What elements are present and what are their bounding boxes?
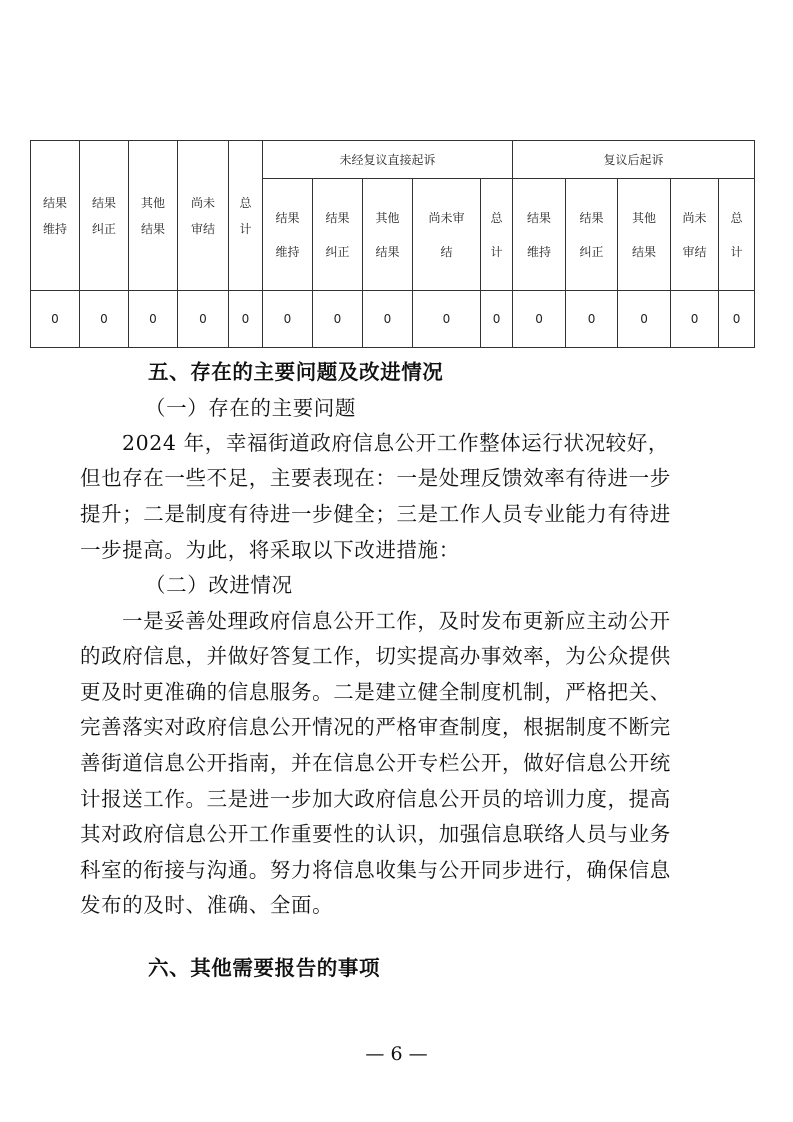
value-cell: 0 xyxy=(129,291,178,348)
value-cell: 0 xyxy=(313,291,363,348)
group-header: 未经复议直接起诉 xyxy=(263,141,513,179)
paragraph-line: 提升；二是制度有待进一步健全；三是工作人员专业能力有待进 xyxy=(80,502,671,526)
header-cell: 结果 维持 xyxy=(513,179,566,291)
page-number: — 6 — xyxy=(365,1043,428,1065)
paragraph-line: 一是妥善处理政府信息公开工作，及时发布更新应主动公开 xyxy=(122,609,671,633)
header-cell: 总 计 xyxy=(719,179,755,291)
header-cell: 其他 结果 xyxy=(363,179,413,291)
header-cell: 尚未 审结 xyxy=(178,141,229,291)
statistics-table xyxy=(30,140,755,348)
header-cell: 结果 维持 xyxy=(31,141,80,291)
value-cell: 0 xyxy=(80,291,129,348)
group-header: 复议后起诉 xyxy=(513,141,755,179)
section-6-title: 六、其他需要报告的事项 xyxy=(148,956,381,980)
value-cell: 0 xyxy=(671,291,719,348)
value-cell: 0 xyxy=(618,291,671,348)
header-cell: 总 计 xyxy=(229,141,263,291)
paragraph-line: 的政府信息，并做好答复工作，切实提高办事效率，为公众提供 xyxy=(80,644,671,668)
value-cell: 0 xyxy=(263,291,313,348)
header-cell: 结果 纠正 xyxy=(80,141,129,291)
value-cell: 0 xyxy=(481,291,513,348)
header-cell: 其他 结果 xyxy=(618,179,671,291)
subsection-2-title: （二）改进情况 xyxy=(145,573,293,597)
paragraph-line: 发布的及时、准确、全面。 xyxy=(80,893,334,917)
value-cell: 0 xyxy=(229,291,263,348)
section-5-title: 五、存在的主要问题及改进情况 xyxy=(148,360,444,384)
value-cell: 0 xyxy=(513,291,566,348)
header-cell: 尚未 审结 xyxy=(671,179,719,291)
value-cell: 0 xyxy=(413,291,481,348)
header-cell: 结果 纠正 xyxy=(566,179,618,291)
paragraph-line: 其对政府信息公开工作重要性的认识，加强信息联络人员与业务 xyxy=(80,822,671,846)
paragraph-line: 但也存在一些不足，主要表现在：一是处理反馈效率有待进一步 xyxy=(80,466,671,490)
header-cell: 结果 纠正 xyxy=(313,179,363,291)
paragraph-line: 计报送工作。三是进一步加大政府信息公开员的培训力度，提高 xyxy=(80,787,671,811)
value-cell: 0 xyxy=(719,291,755,348)
paragraph-line: 完善落实对政府信息公开情况的严格审查制度，根据制度不断完 xyxy=(80,715,671,739)
paragraph-line: 善街道信息公开指南，并在信息公开专栏公开，做好信息公开统 xyxy=(80,751,671,775)
value-cell: 0 xyxy=(363,291,413,348)
table-row xyxy=(31,291,755,348)
paragraph-line: 一步提高。为此，将采取以下改进措施： xyxy=(80,538,460,562)
value-cell: 0 xyxy=(31,291,80,348)
subsection-1-title: （一）存在的主要问题 xyxy=(145,396,356,420)
header-cell: 总 计 xyxy=(481,179,513,291)
paragraph-line: 2024 年，幸福街道政府信息公开工作整体运行状况较好， xyxy=(122,431,669,455)
value-cell: 0 xyxy=(566,291,618,348)
value-cell: 0 xyxy=(178,291,229,348)
header-cell: 尚未审 结 xyxy=(413,179,481,291)
header-cell: 结果 维持 xyxy=(263,179,313,291)
paragraph-line: 更及时更准确的信息服务。二是建立健全制度机制，严格把关、 xyxy=(80,680,671,704)
header-cell: 其他 结果 xyxy=(129,141,178,291)
paragraph-line: 科室的衔接与沟通。努力将信息收集与公开同步进行，确保信息 xyxy=(80,858,671,882)
